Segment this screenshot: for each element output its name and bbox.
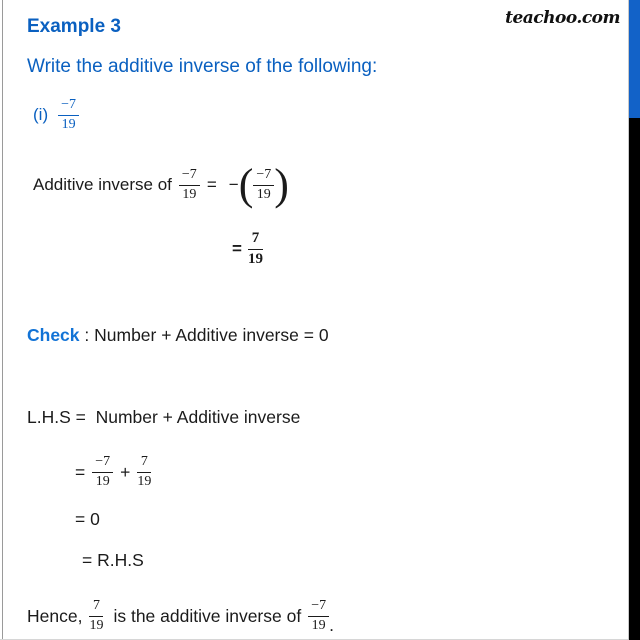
check-line bbox=[27, 323, 329, 347]
conclusion-fraction-2: $\frac{-7}{19}$ bbox=[308, 598, 329, 633]
check-statement: : Number + Additive inverse = 0 bbox=[79, 324, 329, 345]
check-fraction-2: $\frac{7}{19}$ bbox=[137, 454, 152, 489]
solution-result bbox=[232, 228, 263, 270]
check-step-1 bbox=[75, 449, 151, 495]
open-paren: ( bbox=[238, 160, 254, 210]
close-paren: ) bbox=[274, 160, 289, 210]
check-step-3: = R.H.S bbox=[82, 550, 144, 570]
brand-logo: teachoo.com bbox=[505, 8, 620, 28]
lhs-line: L.H.S = Number + Additive inverse bbox=[27, 407, 301, 427]
conclusion-line bbox=[27, 593, 334, 639]
scrollbar-track[interactable] bbox=[628, 0, 640, 640]
conclusion-middle: is the additive inverse of bbox=[113, 605, 302, 626]
problem-item bbox=[33, 93, 79, 137]
check-heading: Check bbox=[27, 324, 80, 345]
solution-prefix: Additive inverse of bbox=[33, 175, 172, 194]
plus-sign: + bbox=[120, 461, 131, 482]
result-fraction: $\frac{7}{19}$ bbox=[247, 230, 263, 267]
equals-sign: = bbox=[75, 461, 86, 482]
solution-fraction-2: $\frac{-7}{19}$ bbox=[253, 167, 274, 202]
solution-fraction-1: $\frac{-7}{19}$ bbox=[179, 167, 200, 202]
page-title: Example 3 bbox=[27, 16, 121, 37]
solution-line-1 bbox=[33, 162, 289, 208]
problem-fraction: $\frac{-7}{19}$ bbox=[58, 97, 79, 132]
check-step-2: = 0 bbox=[75, 509, 100, 529]
conclusion-fraction-1: $\frac{7}{19}$ bbox=[89, 598, 104, 633]
minus-sign: − bbox=[228, 175, 239, 194]
slide-left-border bbox=[2, 0, 3, 640]
question-text: Write the additive inverse of the following: bbox=[27, 56, 378, 77]
equals-sign: = bbox=[206, 175, 217, 194]
item-label: (i) bbox=[33, 105, 49, 124]
conclusion-period: . bbox=[329, 615, 334, 635]
equals-sign: = bbox=[232, 239, 242, 258]
check-fraction-1: $\frac{-7}{19}$ bbox=[92, 454, 113, 489]
conclusion-prefix: Hence, bbox=[27, 605, 83, 626]
scrollbar-thumb[interactable] bbox=[629, 0, 640, 118]
